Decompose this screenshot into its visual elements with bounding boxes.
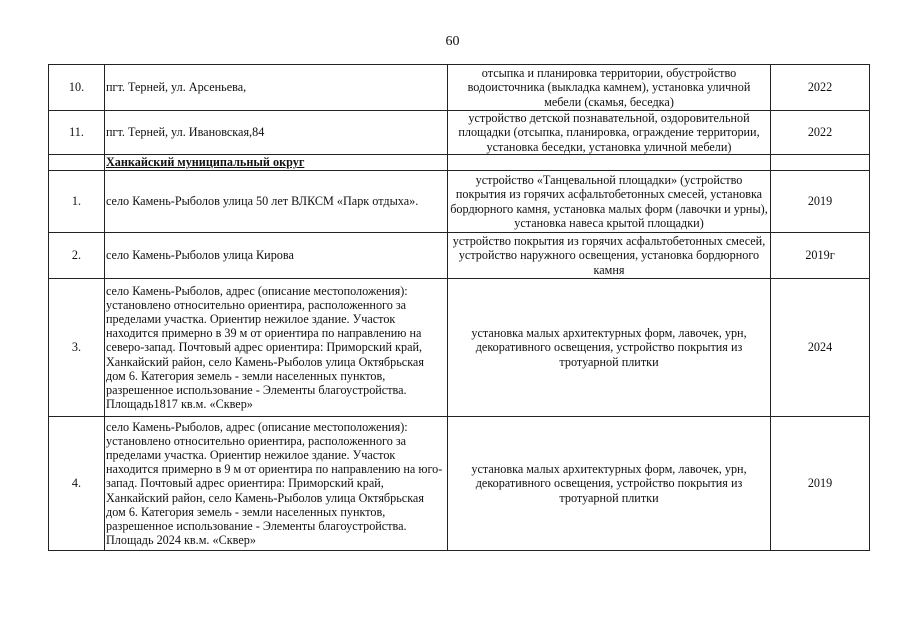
table-row	[49, 417, 870, 551]
row-number: 1.	[49, 171, 105, 233]
row-year: 2019г	[771, 233, 870, 279]
section-number-cell	[49, 155, 105, 171]
row-year: 2019	[771, 171, 870, 233]
row-year: 2024	[771, 279, 870, 417]
improvement-objects-table	[48, 64, 870, 551]
row-number: 10.	[49, 65, 105, 111]
row-number: 2.	[49, 233, 105, 279]
section-title: Ханкайский муниципальный округ	[105, 155, 448, 171]
table-row	[49, 171, 870, 233]
page-number: 60	[445, 34, 460, 49]
table-row	[49, 233, 870, 279]
row-works: установка малых архитектурных форм, лавочек, урн, декоративного освещения, устройство покрытия из тротуарной плитки	[448, 279, 771, 417]
row-works: устройство покрытия из горячих асфальтобетонных смесей, устройство наружного освещения, установка бордюрного камня	[448, 233, 771, 279]
row-year: 2022	[771, 65, 870, 111]
section-year-cell	[771, 155, 870, 171]
row-works: устройство детской познавательной, оздоровительной площадки (отсыпка, планировка, ограждение территории, установка беседки, установка уличной мебели)	[448, 111, 771, 155]
row-works: установка малых архитектурных форм, лавочек, урн, декоративного освещения, устройство покрытия из тротуарной плитки	[448, 417, 771, 551]
row-number: 4.	[49, 417, 105, 551]
row-address: село Камень-Рыболов, адрес (описание местоположения): установлено относительно ориентира, расположенного за пределами участка. Ориентир нежилое здание. Участок находится примерно в 9 м от ориентира по направлению на юго-запад. Почтовый адрес ориентира: Приморский край, Ханкайский район, село Камень-Рыболов улица Октябрьская дом 6. Категория земель - земли населенных пунктов, разрешенное использование - Элементы благоустройства. Площадь 2024 кв.м. «Сквер»	[105, 417, 448, 551]
table-row	[49, 65, 870, 111]
row-address: село Камень-Рыболов улица 50 лет ВЛКСМ «Парк отдыха».	[105, 171, 448, 233]
section-header-row	[49, 155, 870, 171]
row-works: устройство «Танцевальной площадки» (устройство покрытия из горячих асфальтобетонных смесей, установка бордюрного камня, установка малых форм (лавочки и урны), установка навеса крытой площадки)	[448, 171, 771, 233]
row-address: село Камень-Рыболов, адрес (описание местоположения): установлено относительно ориентира, расположенного за пределами участка. Ориентир нежилое здание. Участок находится примерно в 39 м от ориентира по направлению на северо-запад. Почтовый адрес ориентира: Приморский край, Ханкайский район, село Камень-Рыболов улица Октябрьская дом 6. Категория земель - земли населенных пунктов, разрешенное использование - Элементы благоустройства. Площадь1817 кв.м. «Сквер»	[105, 279, 448, 417]
row-year: 2019	[771, 417, 870, 551]
row-number: 3.	[49, 279, 105, 417]
row-address: село Камень-Рыболов улица Кирова	[105, 233, 448, 279]
section-works-cell	[448, 155, 771, 171]
row-year: 2022	[771, 111, 870, 155]
row-address: пгт. Терней, ул. Ивановская,84	[105, 111, 448, 155]
row-works: отсыпка и планировка территории, обустройство водоисточника (выкладка камнем), установка уличной мебели (скамья, беседка)	[448, 65, 771, 111]
row-number: 11.	[49, 111, 105, 155]
row-address: пгт. Терней, ул. Арсеньева,	[105, 65, 448, 111]
table-row	[49, 279, 870, 417]
table-row	[49, 111, 870, 155]
